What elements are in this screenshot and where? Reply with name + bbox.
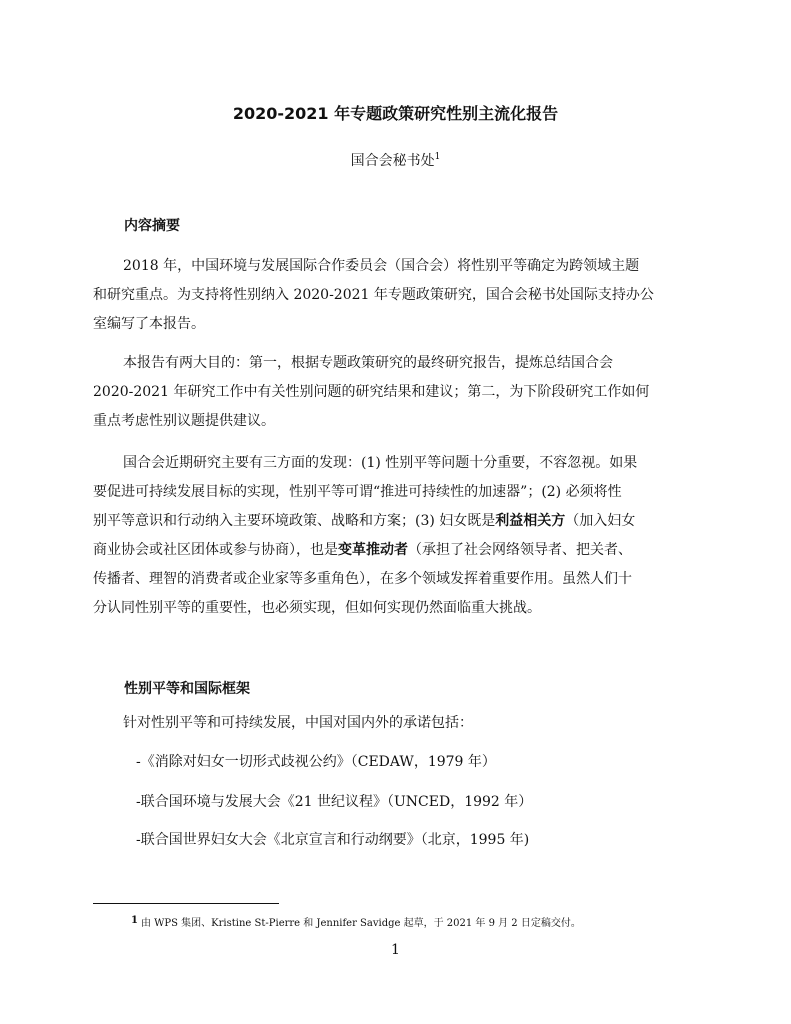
author-name: 国合会秘书处 xyxy=(350,153,435,169)
paragraph-line: 要促进可持续发展目标的实现，性别平等可谓“推进可持续性的加速器”；(2) 必须将性 xyxy=(93,484,622,500)
text-span: 商业协会或社区团体或参与协商），也是 xyxy=(93,542,338,558)
page-number: 1 xyxy=(391,942,400,958)
framework-intro xyxy=(93,709,704,738)
commitment-item: -联合国世界妇女大会《北京宣言和行动纲要》（北京，1995 年) xyxy=(136,832,530,848)
paragraph-line: 重点考虑性别议题提供建议。 xyxy=(93,413,275,429)
paragraph-line xyxy=(93,507,704,536)
footnote-text: 由 WPS 集团、Kristine St-Pierre 和 Jennifer Savidge 起草，于 2021 年 9 月 2 日定稿交付。 xyxy=(140,918,581,929)
footnote-divider xyxy=(93,903,279,904)
section-heading-abstract: 内容摘要 xyxy=(124,218,180,234)
paragraph-line: 本报告有两大目的：第一，根据专题政策研究的最终研究报告，提炼总结国合会 xyxy=(123,355,613,371)
bold-term-change-agents: 变革推动者 xyxy=(338,542,408,558)
commitment-item: -《消除对妇女一切形式歧视公约》（CEDAW，1979 年） xyxy=(136,754,496,770)
paragraph-line: 2018 年，中国环境与发展国际合作委员会（国合会）将性别平等确定为跨领域主题 xyxy=(123,258,640,274)
paragraph-line: 传播者、理智的消费者或企业家等多重角色），在多个领域发挥着重要作用。虽然人们十 xyxy=(93,571,632,587)
abstract-paragraph-2 xyxy=(93,349,704,436)
footnote xyxy=(131,913,581,932)
document-author xyxy=(0,147,791,171)
commitment-item: -联合国环境与发展大会《21 世纪议程》（UNCED，1992 年） xyxy=(136,794,533,810)
paragraph-line: 分认同性别平等的重要性，也必须实现，但如何实现仍然面临重大挑战。 xyxy=(93,600,541,616)
paragraph-line: 针对性别平等和可持续发展，中国对国内外的承诺包括： xyxy=(123,715,473,731)
paragraph-line: 国合会近期研究主要有三方面的发现：(1) 性别平等问题十分重要，不容忽视。如果 xyxy=(123,455,638,471)
paragraph-line: 和研究重点。为支持将性别纳入 2020-2021 年专题政策研究，国合会秘书处国际支持办公 xyxy=(93,287,654,303)
footnote-number: 1 xyxy=(131,915,138,926)
footnote-reference[interactable]: 1 xyxy=(434,152,441,162)
document-title: 2020-2021 年专题政策研究性别主流化报告 xyxy=(232,104,559,123)
section-heading-framework: 性别平等和国际框架 xyxy=(124,681,250,697)
paragraph-line: 2020-2021 年研究工作中有关性别问题的研究结果和建议；第二，为下阶段研究工作如何 xyxy=(93,384,650,400)
text-span: （承担了社会网络领导者、把关者、 xyxy=(408,542,632,558)
abstract-paragraph-1 xyxy=(93,252,704,339)
text-span: （加入妇女 xyxy=(565,513,636,529)
paragraph-line xyxy=(93,536,704,565)
abstract-paragraph-3 xyxy=(93,449,704,623)
paragraph-line: 室编写了本报告。 xyxy=(93,316,205,332)
bold-term-stakeholders: 利益相关方 xyxy=(495,513,566,529)
text-span: 别平等意识和行动纳入主要环境政策、战略和方案；(3) 妇女既是 xyxy=(93,513,496,529)
